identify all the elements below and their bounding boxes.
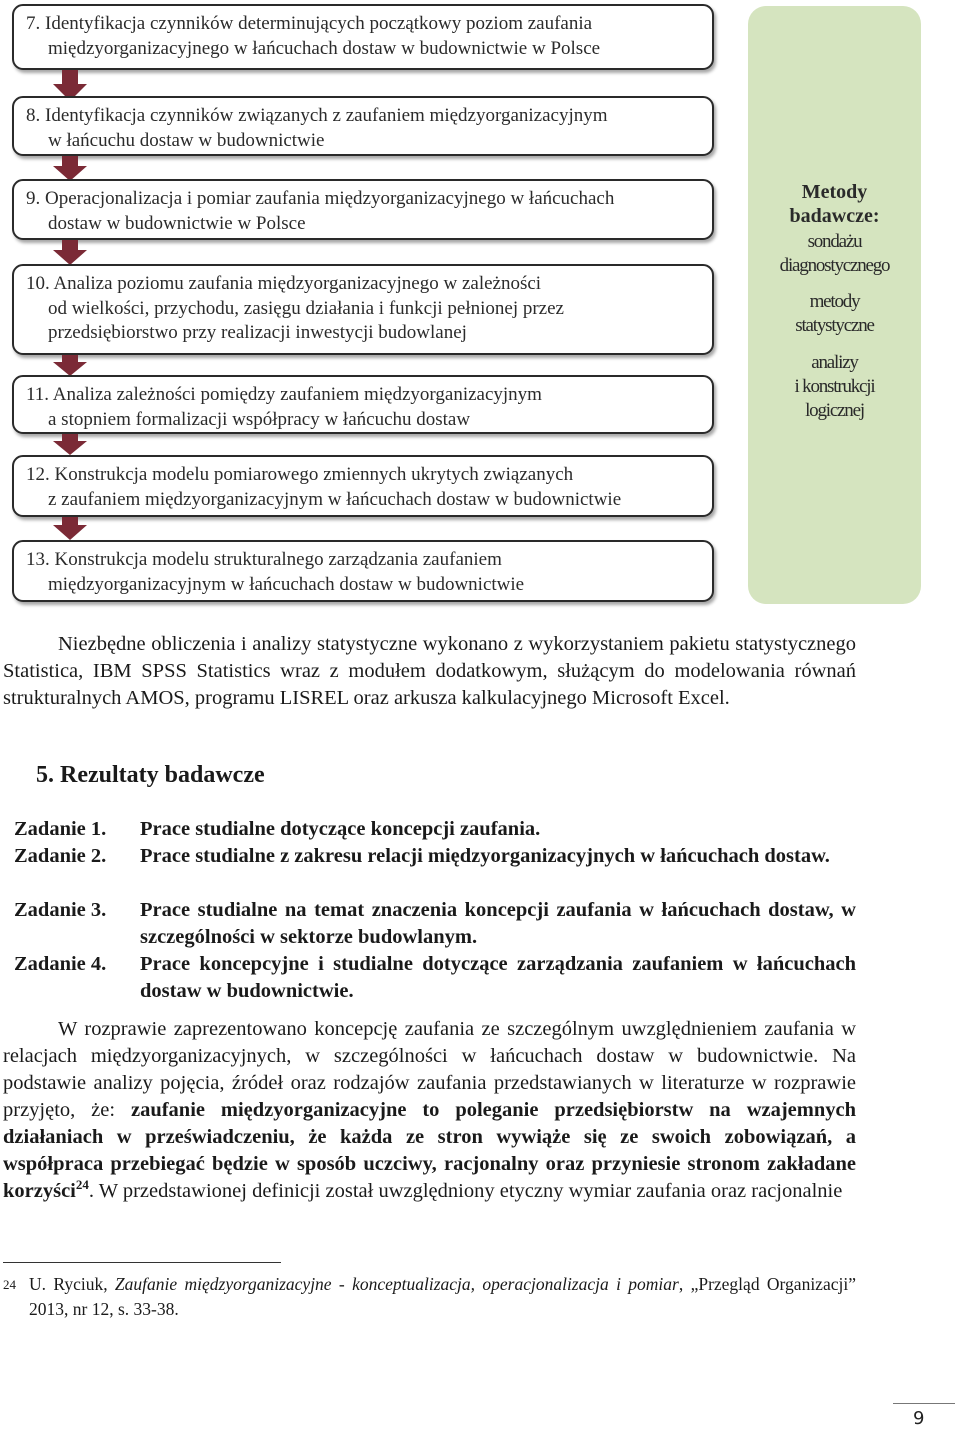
flow-step-text: 8. Identyfikacja czynników związanych z zaufaniem międzyorganizacyjnym — [26, 105, 608, 126]
method-line: i konstrukcji — [794, 376, 875, 397]
flow-step-text: z zaufaniem międzyorganizacyjnym w łańcuchach dostaw w budownictwie — [48, 488, 622, 510]
page-number-rule — [893, 1403, 955, 1404]
flow-step-text: od wielkości, przychodu, zasięgu działania i funkcji pełnionej przez — [48, 297, 564, 319]
flow-step-7 — [12, 4, 714, 70]
flow-step-text: międzyorganizacyjnego w łańcuchach dostaw w budownictwie w Polsce — [48, 37, 601, 59]
paragraph-text: Niezbędne obliczenia i analizy statystyczne wykonano z wykorzystaniem pakietu statystycznego Statistica, IBM SPSS Statistics wraz z modułem dodatkowym, służącym do modelowania równań strukturalnych AMOS, programu LISREL oraz arkusza kalkulacyjnego Microsoft Excel. — [3, 633, 856, 709]
methods-title — [748, 180, 921, 228]
flow-step-text: 13. Konstrukcja modelu strukturalnego zarządzania zaufaniem — [26, 549, 502, 570]
task-text: Prace studialne z zakresu relacji międzyorganizacyjnych w łańcuchach dostaw. — [140, 845, 830, 867]
flow-step-text: przedsiębiorstwo przy realizacji inwestycji budowlanej — [48, 322, 467, 343]
flow-step-8 — [12, 96, 714, 156]
method-line: statystyczne — [795, 315, 874, 336]
flow-step-text: w łańcuchu dostaw w budownictwie — [48, 129, 325, 151]
flow-step-text: dostaw w budownictwie w Polsce — [48, 212, 306, 234]
flow-step-11 — [12, 375, 714, 434]
footnote-author: U. Ryciuk, — [29, 1274, 115, 1294]
flow-step-13 — [12, 540, 714, 602]
task-item — [14, 951, 856, 1005]
paragraph-span: . W przedstawionej definicji został uwzględniony etyczny wymiar zaufania oraz racjonalnie — [88, 1180, 843, 1202]
flow-step-12 — [12, 455, 714, 517]
methods-title-line: badawcze: — [789, 205, 880, 227]
flow-step-10 — [12, 264, 714, 355]
method-logical-analysis — [748, 351, 921, 423]
task-text: Prace studialne na temat znaczenia koncepcji zaufania w łańcuchach dostaw, w szczególności w sektorze budowlanym. — [140, 899, 856, 948]
task-item — [14, 897, 856, 951]
paragraph-span: W rozprawie zaprezentowano koncepcję zaufania ze szczególnym uwzględnieniem zaufania w relacjach międzyorganizacyjnych, w szczególności w łańcuchach dostaw w budownictwie. Na podstawie analizy pojęcia, źródeł oraz rodzajów zaufania przedstawianych w literaturze w rozprawie przyjęto, że: — [3, 1018, 856, 1121]
methods-panel — [748, 6, 921, 604]
flow-step-text: 10. Analiza poziomu zaufania międzyorganizacyjnego w zależności — [26, 273, 542, 294]
paragraph-tools — [3, 631, 856, 712]
footnote-text — [29, 1272, 856, 1322]
flow-step-text: 9. Operacjonalizacja i pomiar zaufania międzyorganizacyjnego w łańcuchach — [26, 188, 615, 209]
paragraph-definition — [3, 1016, 856, 1205]
method-line: logicznej — [805, 400, 864, 421]
methods-title-line: Metody — [801, 181, 868, 203]
footnote — [3, 1272, 856, 1322]
flow-step-text: międzyorganizacyjnym w łańcuchach dostaw w budownictwie — [48, 573, 525, 595]
footnote-ref: 24 — [75, 1177, 89, 1193]
method-line: diagnostycznego — [779, 255, 890, 276]
method-survey — [748, 230, 921, 278]
footnote-title: Zaufanie międzyorganizacyjne - konceptualizacja, operacjonalizacja i pomiar — [114, 1274, 679, 1294]
task-label: Zadanie 1. — [14, 818, 107, 840]
task-label: Zadanie 3. — [14, 899, 107, 921]
method-line: analizy — [811, 352, 858, 373]
page-number: 9 — [913, 1408, 925, 1429]
flow-step-text: a stopniem formalizacji współpracy w łańcuchu dostaw — [48, 408, 471, 430]
method-line: sondażu — [807, 231, 862, 252]
task-text: Prace koncepcyjne i studialne dotyczące zarządzania zaufaniem w łańcuchach dostaw w budownictwie. — [140, 953, 856, 1002]
flow-step-text: 12. Konstrukcja modelu pomiarowego zmiennych ukrytych związanych — [26, 464, 574, 485]
task-text: Prace studialne dotyczące koncepcji zaufania. — [140, 818, 541, 840]
section-heading: 5. Rezultaty badawcze — [36, 762, 265, 788]
task-item — [14, 843, 856, 870]
task-label: Zadanie 4. — [14, 953, 107, 975]
paragraph-text — [3, 1016, 856, 1205]
definition-bold: zaufanie międzyorganizacyjne to poleganie przedsiębiorstw na wzajemnych działaniach w przeświadczeniu, że każda ze stron wywiąże się ze swoich zobowiązań, a współpraca przebiegać będzie w sposób uczciwy, racjonalny oraz przyniesie stronom zakładane korzyści — [3, 1099, 857, 1202]
method-line: metody — [809, 291, 860, 312]
flow-step-text: 7. Identyfikacja czynników determinujących początkowy poziom zaufania — [26, 13, 593, 34]
flow-step-9 — [12, 179, 714, 240]
footnote-rest: , „Przegląd Organizacji” 2013, nr 12, s. 33-38. — [29, 1274, 856, 1319]
task-label: Zadanie 2. — [14, 845, 107, 867]
flow-step-text: 11. Analiza zależności pomiędzy zaufaniem międzyorganizacyjnym — [26, 384, 542, 405]
footnote-divider — [3, 1262, 281, 1263]
task-item — [14, 816, 856, 843]
method-statistics — [748, 290, 921, 338]
footnote-number: 24 — [3, 1277, 16, 1292]
